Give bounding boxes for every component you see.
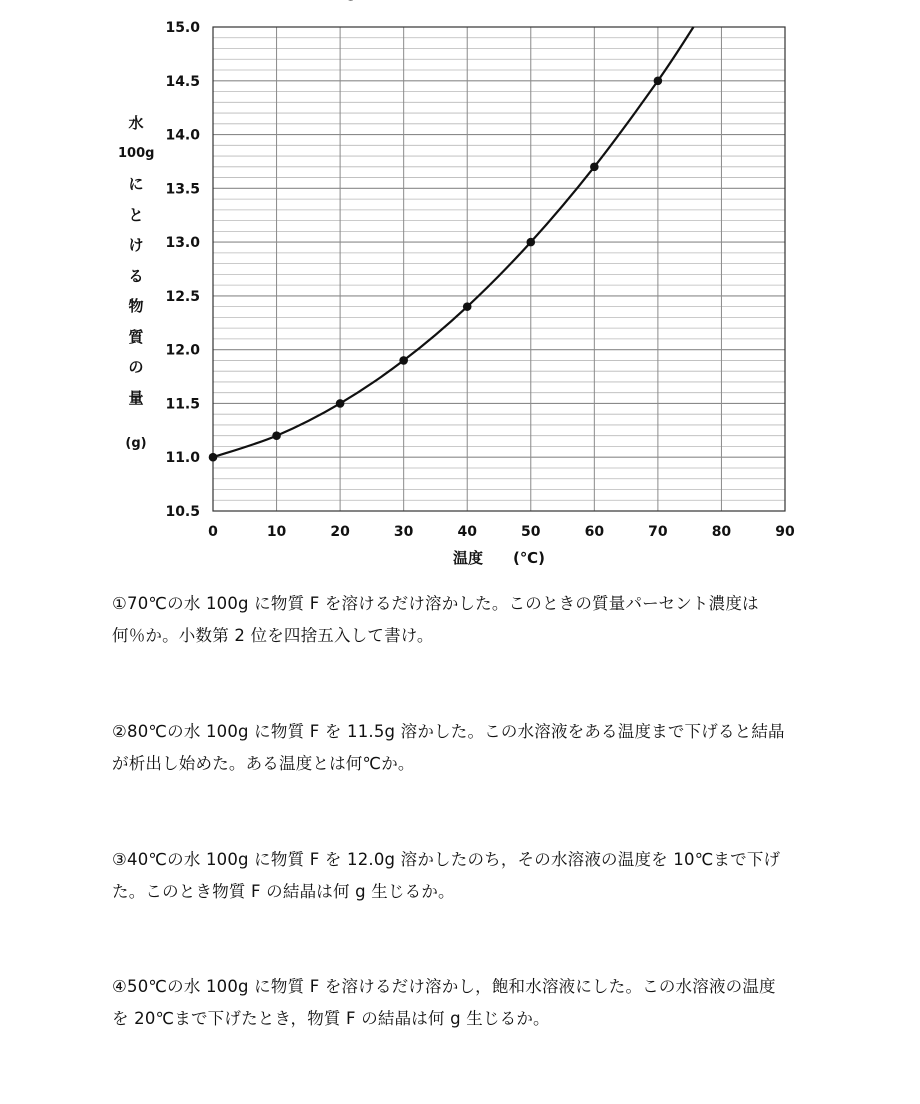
y-axis-label: [118, 108, 154, 460]
x-tick-label: 30: [393, 524, 414, 540]
y-axis-label-char: の: [128, 358, 144, 376]
question-4: [112, 971, 852, 1035]
data-point: [463, 302, 472, 311]
data-point: [272, 431, 281, 440]
y-tick-label: 11.5: [165, 396, 200, 413]
y-axis-label-char: 100g: [118, 145, 155, 161]
x-tick-label: 60: [584, 524, 605, 540]
question-2: [112, 716, 852, 780]
y-tick-label: 10.5: [165, 504, 200, 520]
question-3-line-1: ③40℃の水 100g に物質 F を 12.0g 溶かしたのち，その水溶液の温度を 10℃まで下げ: [112, 850, 781, 869]
y-tick-label: 14.5: [165, 73, 200, 90]
y-axis-label-char: 水: [128, 114, 144, 132]
x-tick-label: 80: [711, 524, 732, 540]
y-tick-label: 12.5: [165, 288, 200, 305]
plot-frame: [213, 27, 785, 511]
data-point: [399, 356, 408, 365]
y-axis-label-char: 質: [128, 327, 144, 346]
y-axis-label-char: る: [128, 266, 144, 285]
y-axis-label-char: (g): [125, 436, 147, 451]
question-1: [112, 588, 852, 652]
data-point: [590, 163, 599, 172]
x-tick-label: 10: [266, 524, 287, 540]
x-tick-label: 20: [330, 524, 350, 540]
question-1-line-2: 何％か。小数第 2 位を四捨五入して書け。: [112, 626, 434, 645]
y-axis-label-char: 物: [128, 297, 144, 315]
y-tick-label: 14.0: [165, 127, 200, 144]
question-3-line-2: た。このとき物質 F の結晶は何 g 生じるか。: [112, 882, 455, 901]
data-point: [654, 76, 663, 85]
x-tick-label: 70: [648, 524, 668, 540]
axis-tick-labels: [165, 20, 795, 540]
data-point: [209, 453, 218, 462]
question-2-line-2: が析出し始めた。ある温度とは何℃か。: [112, 754, 415, 773]
question-1-line-1: ①70℃の水 100g に物質 F を溶けるだけ溶かした。このときの質量パーセント濃度は: [112, 594, 759, 613]
chart-grid: [213, 27, 785, 511]
y-axis-label-char: に: [128, 175, 144, 193]
y-axis-label-char: 量: [128, 388, 144, 407]
y-axis-label-char: け: [128, 236, 144, 254]
data-point: [526, 238, 535, 247]
x-axis-label: 温度 (℃): [453, 549, 545, 567]
y-tick-label: 12.0: [165, 342, 200, 359]
x-tick-label: 40: [457, 524, 477, 540]
y-tick-label: 13.0: [165, 235, 200, 252]
series-line-layer: [209, 27, 694, 462]
question-4-line-1: ④50℃の水 100g に物質 F を溶けるだけ溶かし，飽和水溶液にした。この水溶液の温度: [112, 977, 776, 996]
x-tick-label: 50: [521, 524, 541, 540]
question-3: [112, 844, 852, 908]
data-point: [336, 399, 345, 408]
y-tick-label: 15.0: [165, 20, 200, 36]
header-fragment: [80, 0, 734, 1]
x-tick-label: 90: [775, 524, 795, 540]
y-tick-label: 11.0: [165, 450, 200, 467]
x-tick-label: 0: [208, 524, 218, 540]
y-tick-label: 13.5: [165, 181, 200, 198]
question-4-line-2: を 20℃まで下げたとき，物質 F の結晶は何 g 生じるか。: [112, 1009, 550, 1028]
question-2-line-1: ②80℃の水 100g に物質 F を 11.5g 溶かした。この水溶液をある温度まで下げると結晶: [112, 722, 785, 741]
y-axis-label-char: と: [128, 205, 144, 224]
